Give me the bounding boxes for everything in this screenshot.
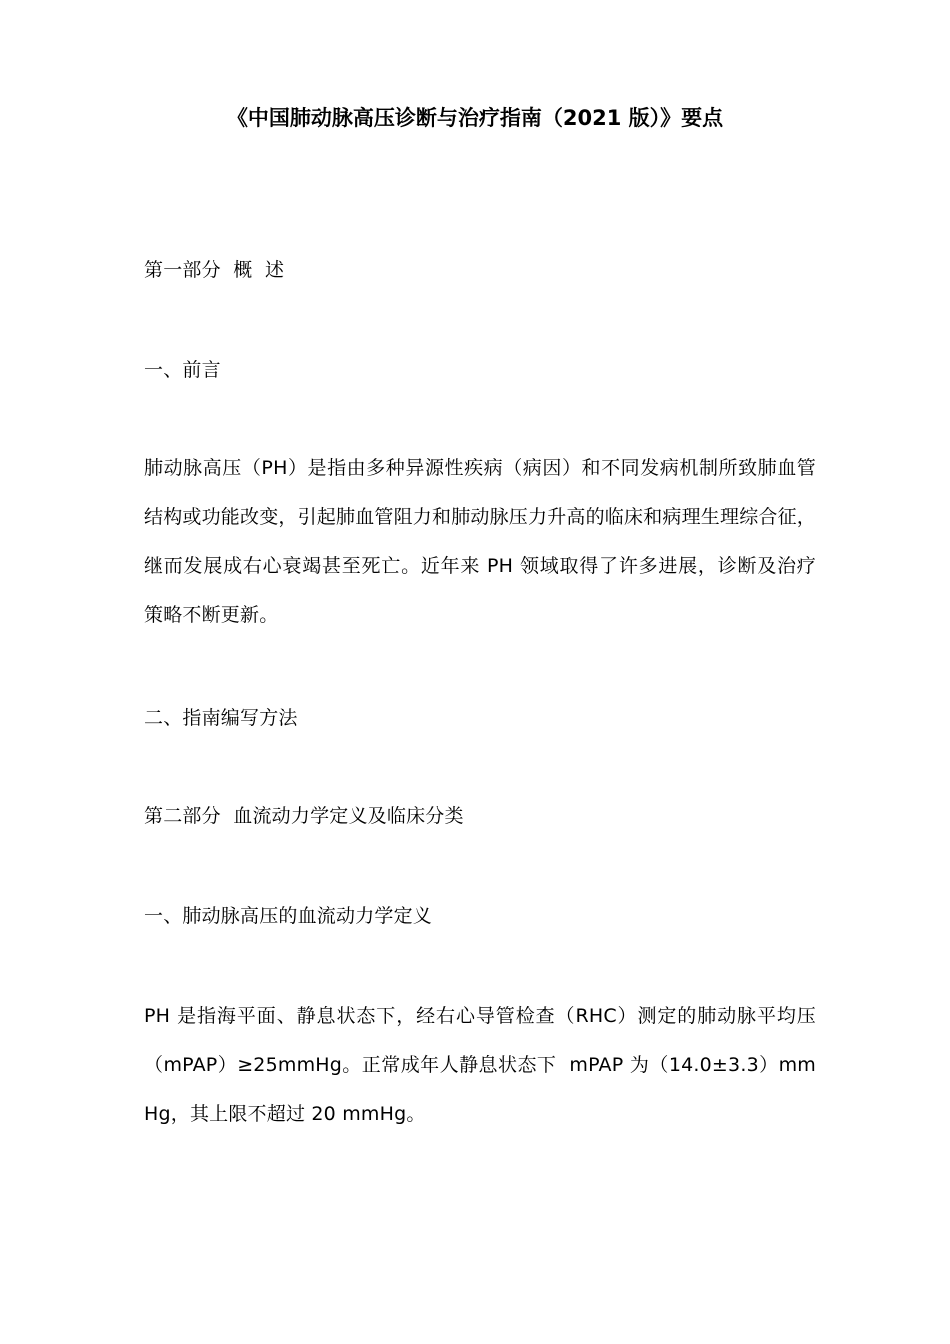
part-two-heading: 第二部分 血流动力学定义及临床分类: [144, 805, 464, 827]
preface-paragraph: 肺动脉高压（PH）是指由多种异源性疾病（病因）和不同发病机制所致肺血管结构或功能改变，引起肺血管阻力和肺动脉压力升高的临床和病理生理综合征，继而发展成右心衰竭甚至死亡。近年来 PH 领域取得了许多进展，诊断及治疗策略不断更新。: [144, 457, 817, 626]
part-one-heading: 第一部分 概 述: [144, 259, 285, 281]
methods-heading: 二、指南编写方法: [144, 707, 298, 729]
document-title: 《中国肺动脉高压诊断与治疗指南（2021 版）》要点: [226, 106, 724, 130]
hemodynamic-definition-heading: 一、肺动脉高压的血流动力学定义: [144, 905, 433, 927]
preface-heading: 一、前言: [144, 359, 221, 381]
definition-paragraph: PH 是指海平面、静息状态下，经右心导管检查（RHC）测定的肺动脉平均压（mPAP）≥25mmHg。正常成年人静息状态下 mPAP 为（14.0±3.3）mmHg，其上限不超过 20 mmHg。: [144, 1005, 816, 1125]
